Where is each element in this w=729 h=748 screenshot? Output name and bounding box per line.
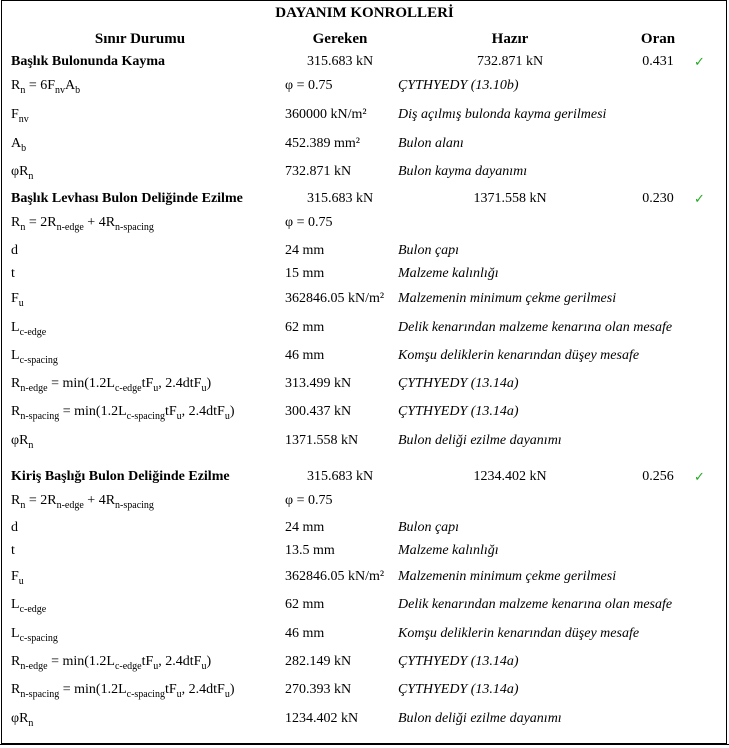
formula-label: $R_{n-edge} = \min(1.2L_{c-edge}tF_u$, 2.4dtF$_u$)	[11, 654, 212, 672]
header-ratio: Oran	[640, 31, 676, 47]
parameter-symbol: t	[11, 266, 15, 281]
header-required: Gereken	[312, 31, 368, 47]
ratio-value: 0.230	[642, 191, 674, 206]
parameter-symbol: $\varphi R_n$	[11, 711, 34, 729]
parameter-value: 362846.05 kN/m²	[285, 291, 385, 306]
formula-row	[0, 78, 729, 100]
ratio-value: 0.431	[642, 54, 674, 69]
parameter-description: Bulon çapı	[398, 520, 460, 535]
parameter-row	[0, 597, 729, 619]
parameter-symbol: d	[11, 243, 18, 258]
bottom-divider	[0, 744, 729, 745]
parameter-value: 24 mm	[285, 243, 325, 258]
parameter-description: Malzeme kalınlığı	[398, 543, 499, 558]
ratio-value: 0.256	[642, 469, 674, 484]
parameter-row	[0, 569, 729, 591]
formula-row	[0, 654, 729, 676]
parameter-description: Bulon deliği ezilme dayanımı	[398, 711, 562, 726]
formula-value: φ = 0.75	[285, 215, 333, 230]
parameter-description: Bulon alanı	[398, 136, 464, 151]
formula-row	[0, 404, 729, 426]
parameter-description: Komşu deliklerin kenarından düşey mesafe	[398, 626, 640, 641]
parameter-row	[0, 348, 729, 370]
parameter-value: 362846.05 kN/m²	[285, 569, 385, 584]
formula-description: ÇYTHYEDY (13.10b)	[398, 78, 519, 93]
section-header-bolt-shear	[0, 54, 729, 76]
parameter-symbol: $\varphi R_n$	[11, 164, 34, 182]
section-name: Kiriş Başlığı Bulon Deliğinde Ezilme	[11, 469, 230, 484]
section-name: Başlık Levhası Bulon Deliğinde Ezilme	[11, 191, 243, 206]
parameter-value: 24 mm	[285, 520, 325, 535]
parameter-row	[0, 291, 729, 313]
formula-value: 282.149 kN	[285, 654, 352, 669]
parameter-row	[0, 711, 729, 733]
parameter-row	[0, 520, 729, 542]
parameter-description: Bulon deliği ezilme dayanımı	[398, 433, 562, 448]
parameter-value: 1371.558 kN	[285, 433, 359, 448]
formula-label: $R_n = 2R_{n-edge} + 4R_{n-spacing}$	[11, 493, 154, 511]
parameter-symbol: $\varphi R_n$	[11, 433, 34, 451]
formula-value: 270.393 kN	[285, 682, 352, 697]
parameter-symbol: $L_{c-edge}$	[11, 597, 47, 615]
parameter-symbol: $F_{nv}$	[11, 107, 29, 125]
formula-value: φ = 0.75	[285, 78, 333, 93]
parameter-value: 360000 kN/m²	[285, 107, 367, 122]
check-icon: ✓	[694, 54, 705, 69]
parameter-row	[0, 266, 729, 288]
formula-value: φ = 0.75	[285, 493, 333, 508]
parameter-row	[0, 107, 729, 129]
formula-value: 300.437 kN	[285, 404, 352, 419]
formula-description: ÇYTHYEDY (13.14a)	[398, 682, 519, 697]
header-limit-state: Sınır Durumu	[94, 31, 186, 47]
required-value: 315.683 kN	[306, 54, 374, 69]
parameter-symbol: d	[11, 520, 18, 535]
formula-label: $R_{n-spacing} = \min(1.2L_{c-spacing}tF_u$, 2.4dtF$_u$)	[11, 682, 235, 700]
parameter-symbol: $F_u$	[11, 291, 24, 309]
formula-description: ÇYTHYEDY (13.14a)	[398, 404, 519, 419]
parameter-description: Malzemenin minimum çekme gerilmesi	[398, 569, 617, 584]
parameter-description: Komşu deliklerin kenarından düşey mesafe	[398, 348, 640, 363]
available-value: 1234.402 kN	[473, 469, 547, 484]
parameter-row	[0, 243, 729, 265]
section-name: Başlık Bulonunda Kayma	[11, 54, 166, 69]
parameter-description: Bulon çapı	[398, 243, 460, 258]
parameter-symbol: $L_{c-spacing}$	[11, 348, 58, 366]
header-available: Hazır	[491, 31, 529, 47]
formula-row	[0, 682, 729, 704]
parameter-description: Delik kenarından malzeme kenarına olan mesafe	[398, 320, 673, 335]
parameter-row	[0, 543, 729, 565]
parameter-row	[0, 136, 729, 158]
formula-row	[0, 493, 729, 515]
parameter-symbol: $L_{c-spacing}$	[11, 626, 58, 644]
parameter-value: 62 mm	[285, 320, 325, 335]
parameter-description: Malzeme kalınlığı	[398, 266, 499, 281]
parameter-value: 1234.402 kN	[285, 711, 359, 726]
formula-description: ÇYTHYEDY (13.14a)	[398, 376, 519, 391]
parameter-symbol: $A_b$	[11, 136, 27, 154]
available-value: 732.871 kN	[476, 54, 544, 69]
parameter-description: Bulon kayma dayanımı	[398, 164, 528, 179]
formula-label: $R_{n-edge} = \min(1.2L_{c-edge}tF_u$, 2.4dtF$_u$)	[11, 376, 212, 394]
required-value: 315.683 kN	[306, 191, 374, 206]
parameter-symbol: $L_{c-edge}$	[11, 320, 47, 338]
formula-row	[0, 215, 729, 237]
parameter-description: Malzemenin minimum çekme gerilmesi	[398, 291, 617, 306]
formula-value: 313.499 kN	[285, 376, 352, 391]
parameter-value: 732.871 kN	[285, 164, 352, 179]
parameter-row	[0, 433, 729, 455]
parameter-value: 13.5 mm	[285, 543, 335, 558]
report-title: DAYANIM KONROLLERİ	[275, 5, 454, 21]
parameter-description: Diş açılmış bulonda kayma gerilmesi	[398, 107, 607, 122]
section-header-beam-flange-bearing	[0, 469, 729, 491]
parameter-value: 15 mm	[285, 266, 325, 281]
parameter-value: 46 mm	[285, 348, 325, 363]
formula-row	[0, 376, 729, 398]
required-value: 315.683 kN	[306, 469, 374, 484]
formula-description: ÇYTHYEDY (13.14a)	[398, 654, 519, 669]
parameter-row	[0, 320, 729, 342]
parameter-value: 46 mm	[285, 626, 325, 641]
available-value: 1371.558 kN	[473, 191, 547, 206]
check-icon: ✓	[694, 469, 705, 484]
check-icon: ✓	[694, 191, 705, 206]
parameter-value: 452.389 mm²	[285, 136, 360, 151]
parameter-description: Delik kenarından malzeme kenarına olan mesafe	[398, 597, 673, 612]
parameter-symbol: $F_u$	[11, 569, 24, 587]
parameter-row	[0, 626, 729, 648]
formula-label: $R_n = 2R_{n-edge} + 4R_{n-spacing}$	[11, 215, 154, 233]
section-header-plate-bearing	[0, 191, 729, 213]
formula-label: $R_{n-spacing} = \min(1.2L_{c-spacing}tF_u$, 2.4dtF$_u$)	[11, 404, 235, 422]
parameter-symbol: t	[11, 543, 15, 558]
parameter-row	[0, 164, 729, 186]
formula-label: $R_n = 6F_{nv}A_b$	[11, 78, 81, 96]
column-headers	[0, 31, 729, 53]
parameter-value: 62 mm	[285, 597, 325, 612]
